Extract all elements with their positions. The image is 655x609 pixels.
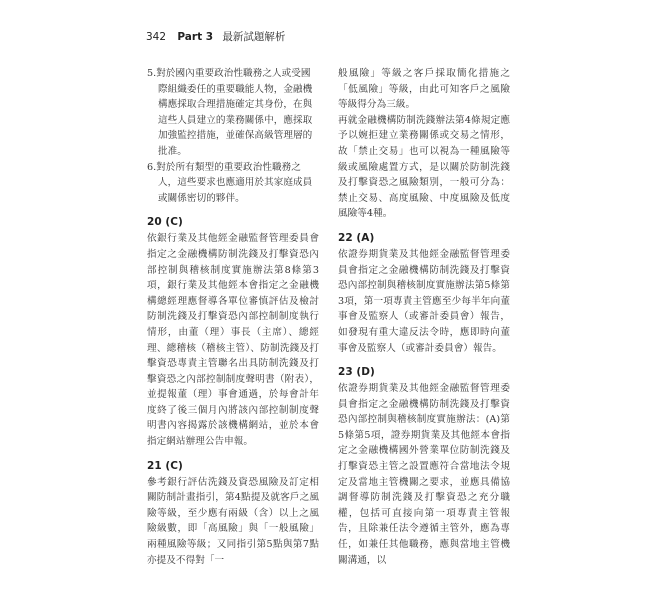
page-number: 342 bbox=[146, 31, 167, 43]
list-item-5: 5.對於國內重要政治性職務之人或受國際組織委任的重要職能人物，金融機構應採取合理措施確定其身份，在與這些人員建立的業務關係中，應採取加強監控措施，並確保高級管理層的批准。 bbox=[147, 68, 313, 157]
question-21-continuation: 般風險」等級之客戶採取簡化措施之「低風險」等級，由此可知客戶之風險等級得分為三級。 bbox=[338, 68, 510, 111]
page-header bbox=[146, 29, 285, 44]
left-column bbox=[147, 66, 319, 568]
list-item-6: 6.對於所有類型的重要政治性職務之人，這些要求也應適用於其家庭成員或關係密切的夥伴。 bbox=[147, 161, 313, 204]
question-22-answer: 依證券期貨業及其他經金融監督管理委員會指定之金融機構防制洗錢及打擊資恐內部控制與稽核制度實施辦法第5條第3項，第一項專責主管應至少每半年向董事會及監察人（或審計委員會）報告，如發現有重大違反法令時，應即時向董事會及監察人（或審計委員會）報告。 bbox=[338, 248, 510, 354]
question-21-answer: 參考銀行評估洗錢及資恐風險及訂定相關防制計畫指引，第4點提及就客戶之風險等級，至少應有兩級（含）以上之風險級數，即「高風險」與「一般風險」兩種風險等級；又同指引第5點與第7點亦提及不得對「一 bbox=[147, 476, 319, 566]
question-20-answer: 依銀行業及其他經金融監督管理委員會指定之金融機構防制洗錢及打擊資恐內部控制與稽核制度實施辦法第8條第3項，銀行業及其他經本會指定之金融機構總經理應督導各單位審慎評估及檢討防制洗錢及打擊資恐內部控制制度執行情形，由董（理）事長（主席）、總經理、總稽核（稽核主管）、防制洗錢及打擊資恐專責主管聯名出具防制洗錢及打擊資恐之內部控制制度聲明書（附表），並提報董（理）事會通過，於每會計年度終了後三個月內將該內部控制制度聲明書內容揭露於該機構網站，並於本會指定網站辦理公告申報。 bbox=[147, 233, 319, 448]
question-23-label: 23 (D) bbox=[338, 366, 375, 379]
section-title: 最新試題解析 bbox=[222, 31, 286, 43]
question-21-label: 21 (C) bbox=[147, 459, 183, 472]
question-21-continuation-2: 再就金融機構防制洗錢辦法第4條規定應予以婉拒建立業務關係或交易之情形，故「禁止交易」也可以視為一種風險等級或風險處置方式，是以關於防制洗錢及打擊資恐之風險類別，一般可分為：禁止交易、高度風險、中度風險及低度風險等4種。 bbox=[338, 114, 510, 220]
right-column bbox=[338, 66, 510, 568]
question-23-answer: 依證券期貨業及其他經金融監督管理委員會指定之金融機構防制洗錢及打擊資恐內部控制與稽核制度實施辦法：(A)第5條第5項，證券期貨業及其他經本會指定之金融機構國外營業單位防制洗錢及打擊資恐主管之設置應符合當地法令規定及當地主管機關之要求，並應具備協調督導防制洗錢及打擊資恐之充分職權，包括可直接向第一項專責主管報告，且除兼任法令遵循主管外，應為專任，如兼任其他職務，應與當地主管機關溝通，以 bbox=[338, 383, 510, 566]
part-label: Part 3 bbox=[177, 31, 214, 43]
question-20-label: 20 (C) bbox=[147, 216, 183, 229]
question-22-label: 22 (A) bbox=[338, 231, 375, 244]
